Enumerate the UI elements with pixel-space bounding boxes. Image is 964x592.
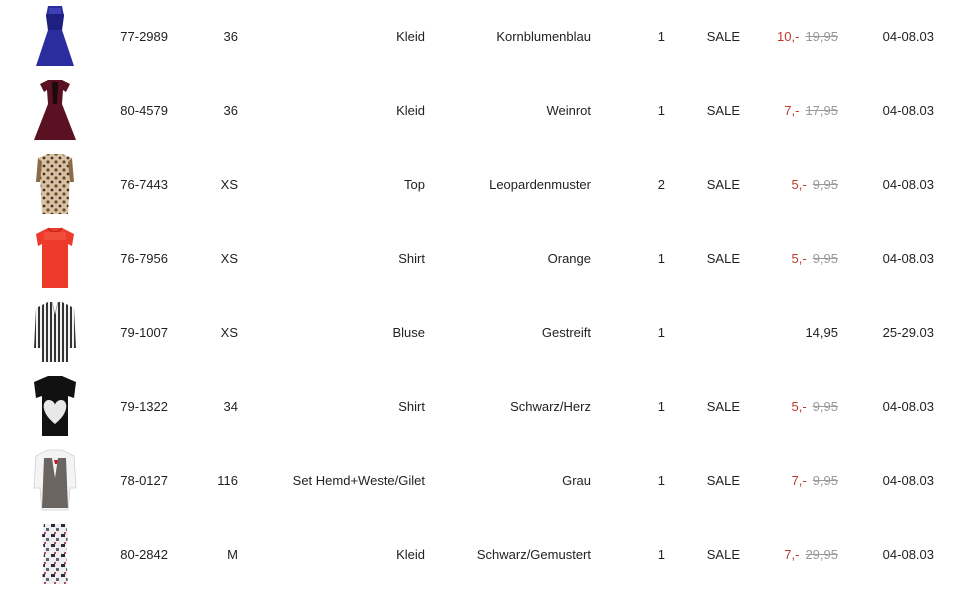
- quantity: 2: [657, 177, 665, 192]
- set-vest-product-image[interactable]: [30, 448, 80, 514]
- sale-price: 5,-: [791, 177, 807, 192]
- quantity: 1: [657, 29, 665, 44]
- original-price: 9,95: [812, 399, 838, 414]
- table-row: [0, 296, 964, 370]
- table-row: [0, 222, 964, 296]
- sale-label: SALE: [706, 103, 740, 118]
- article-number: 76-7956: [120, 251, 168, 266]
- dress-wine-product-image[interactable]: [30, 78, 80, 144]
- price-cell: [750, 0, 838, 74]
- table-row: [0, 518, 964, 592]
- article-number: 78-0127: [120, 473, 168, 488]
- sale-label: SALE: [706, 399, 740, 414]
- product-type: Shirt: [398, 251, 425, 266]
- delivery-date: 04-08.03: [882, 399, 934, 414]
- product-type: Set Hemd+Weste/Gilet: [292, 473, 425, 488]
- sale-label: SALE: [706, 177, 740, 192]
- delivery-date: 25-29.03: [882, 325, 934, 340]
- product-color: Leopardenmuster: [489, 177, 591, 192]
- delivery-date: 04-08.03: [882, 251, 934, 266]
- sale-price: 5,-: [791, 399, 807, 414]
- size: XS: [220, 325, 238, 340]
- sale-label: SALE: [706, 29, 740, 44]
- size: 116: [217, 473, 238, 488]
- price-cell: [750, 518, 838, 592]
- quantity: 1: [657, 399, 665, 414]
- product-color: Weinrot: [546, 103, 591, 118]
- table-row: [0, 444, 964, 518]
- product-color: Schwarz/Gemustert: [476, 547, 591, 562]
- quantity: 1: [657, 547, 665, 562]
- price-cell: [750, 296, 838, 370]
- original-price: 9,95: [812, 473, 838, 488]
- dress-pattern-product-image[interactable]: [30, 522, 80, 588]
- product-type: Kleid: [396, 29, 425, 44]
- table-row: [0, 148, 964, 222]
- price-cell: [750, 222, 838, 296]
- size: 36: [223, 29, 238, 44]
- size: XS: [220, 251, 238, 266]
- regular-price: 14,95: [805, 325, 838, 340]
- original-price: 19,95: [805, 29, 838, 44]
- sale-price: 7,-: [791, 473, 807, 488]
- table-row: [0, 0, 964, 74]
- product-type: Kleid: [396, 547, 425, 562]
- product-color: Gestreift: [541, 325, 591, 340]
- sale-price: 5,-: [791, 251, 807, 266]
- product-color: Schwarz/Herz: [510, 399, 591, 414]
- price-cell: [750, 444, 838, 518]
- size: 34: [223, 399, 238, 414]
- quantity: 1: [657, 251, 665, 266]
- article-number: 77-2989: [120, 29, 168, 44]
- sale-label: [690, 296, 740, 370]
- delivery-date: 04-08.03: [882, 29, 934, 44]
- sale-label: SALE: [706, 251, 740, 266]
- blouse-striped-product-image[interactable]: [30, 300, 80, 366]
- quantity: 1: [657, 325, 665, 340]
- product-color: Orange: [547, 251, 591, 266]
- original-price: 9,95: [812, 251, 838, 266]
- shirt-orange-product-image[interactable]: [30, 226, 80, 292]
- price-cell: [750, 74, 838, 148]
- product-color: Kornblumenblau: [496, 29, 591, 44]
- quantity: 1: [657, 103, 665, 118]
- table-row: [0, 74, 964, 148]
- dress-blue-product-image[interactable]: [30, 4, 80, 70]
- size: 36: [223, 103, 238, 118]
- original-price: 9,95: [812, 177, 838, 192]
- price-cell: [750, 370, 838, 444]
- article-number: 80-4579: [120, 103, 168, 118]
- delivery-date: 04-08.03: [882, 103, 934, 118]
- product-type: Kleid: [396, 103, 425, 118]
- top-leopard-product-image[interactable]: [30, 152, 80, 218]
- delivery-date: 04-08.03: [882, 547, 934, 562]
- sale-label: SALE: [706, 473, 740, 488]
- price-cell: [750, 148, 838, 222]
- product-type: Shirt: [398, 399, 425, 414]
- size: XS: [220, 177, 238, 192]
- table-row: [0, 370, 964, 444]
- sale-price: 7,-: [784, 103, 800, 118]
- quantity: 1: [657, 473, 665, 488]
- product-type: Top: [404, 177, 425, 192]
- shirt-heart-product-image[interactable]: [30, 374, 80, 440]
- article-number: 76-7443: [120, 177, 168, 192]
- original-price: 29,95: [805, 547, 838, 562]
- article-number: 80-2842: [120, 547, 168, 562]
- delivery-date: 04-08.03: [882, 177, 934, 192]
- size: M: [227, 547, 238, 562]
- sale-price: 10,-: [777, 29, 800, 44]
- sale-label: SALE: [706, 547, 740, 562]
- product-color: Grau: [562, 473, 591, 488]
- delivery-date: 04-08.03: [882, 473, 934, 488]
- article-number: 79-1007: [120, 325, 168, 340]
- product-type: Bluse: [392, 325, 425, 340]
- article-number: 79-1322: [120, 399, 168, 414]
- sale-price: 7,-: [784, 547, 800, 562]
- original-price: 17,95: [805, 103, 838, 118]
